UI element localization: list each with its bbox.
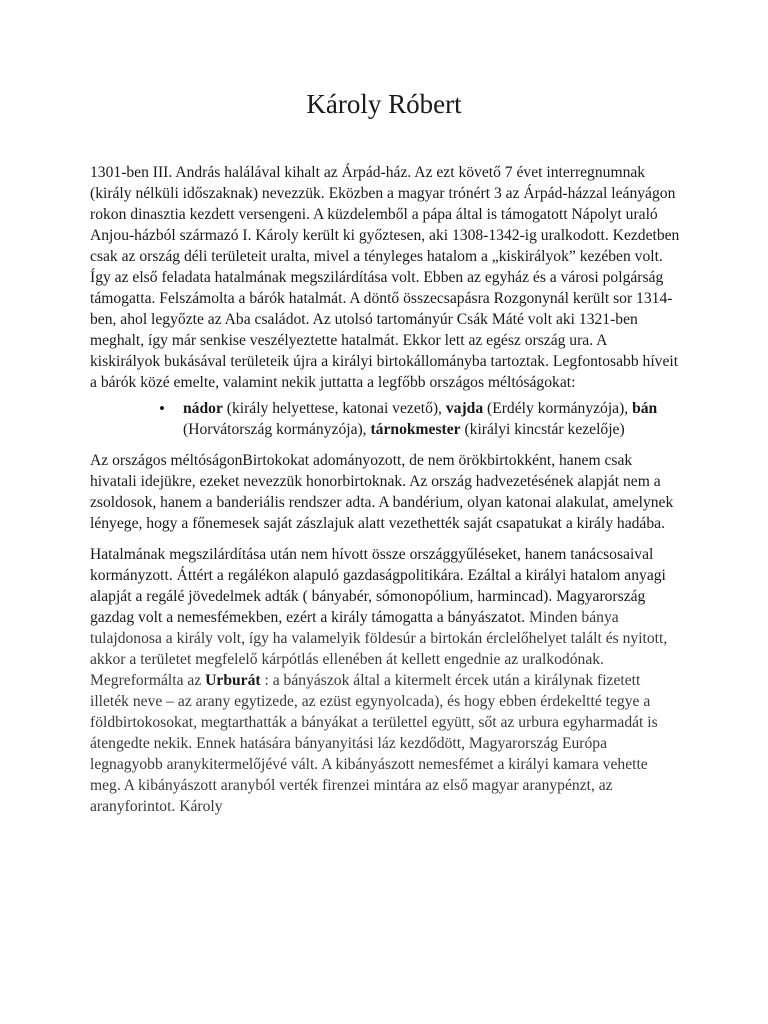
- term-tarnokmester: tárnokmester: [370, 421, 461, 438]
- page-title: Károly Róbert: [306, 89, 462, 119]
- list-item: • nádor (király helyettese, katonai vezető), vajda (Erdély kormányzója), bán (Horvátország kormányzója), tárnokmester (királyi kincstár kezelője): [183, 398, 680, 440]
- paragraph-estates: Az országos méltóságonBirtokokat adományozott, de nem örökbirtokként, hanem csak hivatali idejükre, ezeket nevezzük honorbirtoknak. Az ország hadvezetésének alapját nem a zsoldosok, hanem a banderiális rendszer adta. A bandérium, olyan katonai alakulat, amelynek lényege, hogy a főnemesek saját zászlajuk alatt vezethették saját csapatukat a király hadába.: [90, 452, 674, 532]
- term-vajda: vajda: [445, 400, 484, 417]
- term-urbura: Urburát: [205, 672, 261, 689]
- paragraph-economy: Hatalmának megszilárdítása után nem hívott össze országgyűléseket, hanem tanácsosaival kormányzott. Áttért a regálékon alapuló gazdaságpolitikára. Ezáltal a királyi hatalom anyagi alapját a regálé jövedelmek adták ( bányabér, sómonopólium, harmincad). Magyarország gazdag volt a nemesfémekben, ezért a király támogatta a bányászatot. Minden bánya tulajdonosa a király volt, így ha valamelyik földesúr a birtokán érclelőhelyet talált és nyitott, akkor a területet megfelelő kárpótlás ellenében át kellett engednie az uralkodónak. Megreformálta az Urburát : a bányászok által a kitermelt ércek után a királynak fizetett illeték neve – az arany egytizede, az ezüst egynyolcada), és hogy ebben érdekeltté tegye a földbirtokosokat, megtarthatták a bányákat a területtel együtt, sőt az urbura egyharmadát is átengedte nekik. Ennek hatására bányanyitási láz kezdődött, Magyarország Európa legnagyobb aranykitermelőjévé vált. A kibányászott nemesfémet a királyi kamara vehette meg. A kibányászott aranyból verték firenzei mintára az első magyar aranypénzt, az aranyforintot. Károly: [90, 546, 668, 815]
- term-ban: bán: [632, 400, 658, 417]
- dignitaries-list: [90, 398, 680, 440]
- paragraph-intro: 1301-ben III. András halálával kihalt az Árpád-ház. Az ezt követő 7 évet interregnumnak (király nélküli időszaknak) nevezzük. Eközben a magyar trónért 3 az Árpád-házzal leányágon rokon dinasztia kezdett versengeni. A küzdelemből a pápa által is támogatott Nápolyt uraló Anjou-házból származó I. Károly került ki győztesen, aki 1308-1342-ig uralkodott. Kezdetben csak az ország déli területeit uralta, mivel a tényleges hatalom a „kiskirályok” kezében volt. Így az első feladata hatalmának megszilárdítása volt. Ebben az egyház és a városi polgárság támogatta. Felszámolta a bárók hatalmát. A döntő összecsapásra Rozgonynál került sor 1314-ben, ahol legyőzte az Aba családot. Az utolsó tartományúr Csák Máté volt aki 1321-ben meghalt, így már senkise veszélyeztette hatalmát. Ekkor lett az egész ország ura. A kiskirályok bukásával területeik újra a királyi birtokállományba tartoztak. Legfontosabb híveit a bárók közé emelte, valamint nekik juttatta a legfőbb országos méltóságokat:: [90, 164, 680, 391]
- document-body: [90, 162, 680, 817]
- term-nador: nádor: [183, 400, 223, 417]
